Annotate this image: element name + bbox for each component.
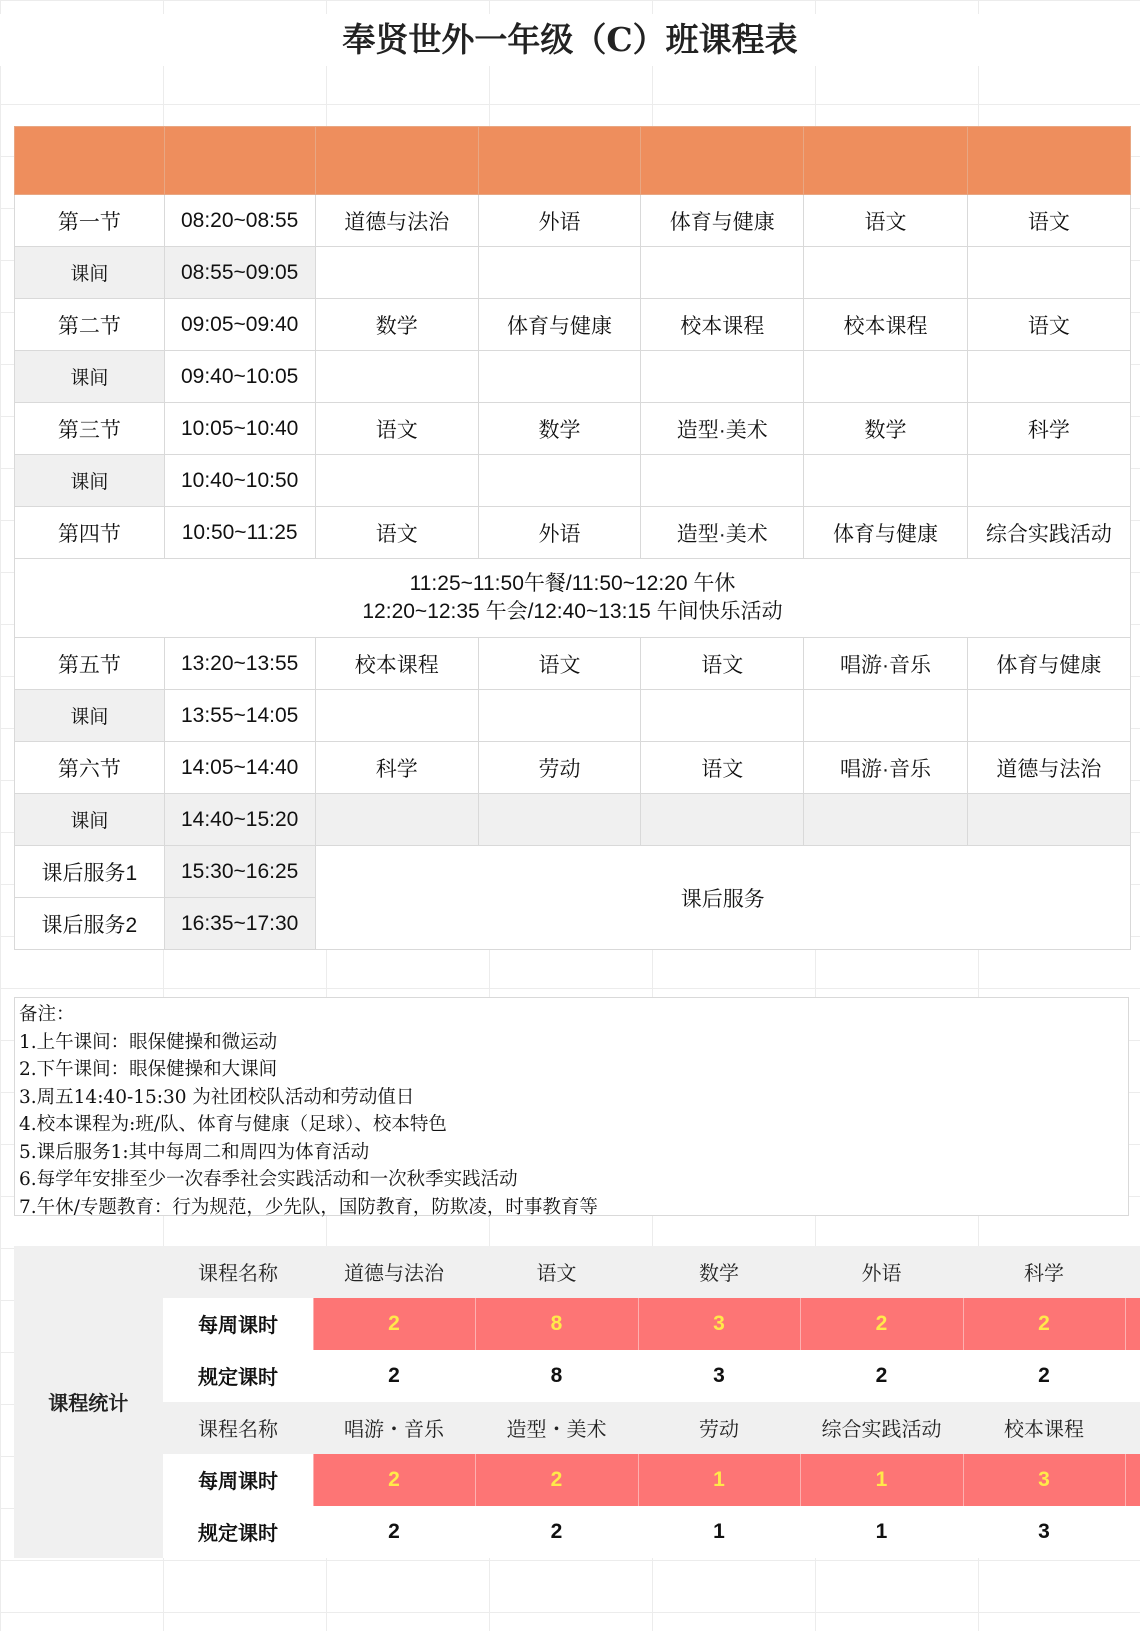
break-label: 课间 [15, 455, 165, 507]
schedule-table [14, 126, 1131, 950]
subject-cell: 道德与法治 [315, 195, 478, 247]
course-name: 语文 [475, 1246, 638, 1298]
period-row [15, 299, 1131, 351]
note-item: 5.课后服务1:其中每周二和周四为体育活动 [19, 1141, 370, 1163]
header-cell [967, 127, 1130, 195]
break-label: 课间 [15, 351, 165, 403]
break-time: 14:40~15:20 [164, 794, 315, 846]
break-time: 08:55~09:05 [164, 247, 315, 299]
break-time: 10:40~10:50 [164, 455, 315, 507]
required-hours: 1 [638, 1506, 800, 1558]
header-cell [164, 127, 315, 195]
period-label: 第五节 [15, 638, 165, 690]
break-label: 课间 [15, 794, 165, 846]
break-row [15, 794, 1131, 846]
course-name: 劳动 [638, 1402, 800, 1454]
course-name-label: 课程名称 [163, 1246, 313, 1298]
period-time: 10:05~10:40 [164, 403, 315, 455]
course-name: 造型・美术 [475, 1402, 638, 1454]
page-title: 奉贤世外一年级（C）班课程表 [0, 14, 1140, 66]
subject-cell: 科学 [967, 403, 1130, 455]
stats-weekly-row [14, 1454, 1140, 1506]
weekly-hours: 2 [475, 1454, 638, 1506]
subject-cell: 唱游·音乐 [804, 742, 967, 794]
course-name: 综合实践活动 [800, 1402, 963, 1454]
subject-cell: 外语 [478, 195, 640, 247]
course-name: 外语 [800, 1246, 963, 1298]
lunch-row [15, 559, 1131, 638]
subject-cell: 校本课程 [804, 299, 967, 351]
required-hours: 2 [963, 1350, 1125, 1402]
subject-cell: 数学 [478, 403, 640, 455]
stats-title: 课程统计 [14, 1246, 163, 1558]
break-label: 课间 [15, 690, 165, 742]
subject-cell: 语文 [315, 403, 478, 455]
required-hours: 8 [475, 1350, 638, 1402]
after-school-row [15, 846, 1131, 898]
subject-cell: 综合实践活动 [967, 507, 1130, 559]
note-item: 2.下午课间：眼保健操和大课间 [19, 1059, 278, 1080]
break-row [15, 455, 1131, 507]
course-name: 唱游・音乐 [313, 1402, 475, 1454]
period-time: 14:05~14:40 [164, 742, 315, 794]
subject-cell: 语文 [641, 742, 804, 794]
period-row [15, 638, 1131, 690]
subject-cell: 造型·美术 [641, 403, 804, 455]
stats-required-row [14, 1506, 1140, 1558]
period-label: 第四节 [15, 507, 165, 559]
period-time: 10:50~11:25 [164, 507, 315, 559]
lunch-cell [15, 559, 1131, 638]
subject-cell: 唱游·音乐 [804, 638, 967, 690]
required-hours: 2 [800, 1350, 963, 1402]
subject-cell: 语文 [967, 195, 1130, 247]
period-row [15, 742, 1131, 794]
break-time: 13:55~14:05 [164, 690, 315, 742]
subject-cell: 校本课程 [641, 299, 804, 351]
required-hours-label: 规定课时 [163, 1350, 313, 1402]
period-row [15, 507, 1131, 559]
period-time: 09:05~09:40 [164, 299, 315, 351]
note-item: 7.午休/专题教育：行为规范，少先队，国防教育，防欺凌，时事教育等 [19, 1196, 598, 1218]
stats-weekly-row [14, 1298, 1140, 1350]
required-hours-label: 规定课时 [163, 1506, 313, 1558]
subject-cell: 科学 [315, 742, 478, 794]
lunch-line: 12:20~12:35 午会/12:40~13:15 午间快乐活动 [362, 600, 783, 623]
course-name: 道德与法治 [313, 1246, 475, 1298]
period-label: 第六节 [15, 742, 165, 794]
period-row [15, 195, 1131, 247]
period-time: 13:20~13:55 [164, 638, 315, 690]
subject-cell: 劳动 [478, 742, 640, 794]
break-row [15, 247, 1131, 299]
course-name: 数学 [638, 1246, 800, 1298]
period-label: 第三节 [15, 403, 165, 455]
weekly-hours: 8 [475, 1298, 638, 1350]
required-hours: 1 [800, 1506, 963, 1558]
header-cell [15, 127, 165, 195]
header-cell [641, 127, 804, 195]
notes-heading: 备注： [19, 1004, 75, 1025]
course-name: 科学 [963, 1246, 1125, 1298]
period-label: 第一节 [15, 195, 165, 247]
required-hours: 2 [475, 1506, 638, 1558]
weekly-hours-label: 每周课时 [163, 1454, 313, 1506]
after-school-label: 课后服务2 [15, 898, 165, 950]
subject-cell: 体育与健康 [804, 507, 967, 559]
weekly-hours: 3 [963, 1454, 1125, 1506]
schedule-header-row [15, 127, 1131, 195]
subject-cell: 体育与健康 [641, 195, 804, 247]
period-time: 08:20~08:55 [164, 195, 315, 247]
stats-table [14, 1245, 1140, 1558]
note-item: 3.周五14:40-15:30 为社团校队活动和劳动值日 [19, 1086, 415, 1108]
subject-cell: 语文 [804, 195, 967, 247]
period-label: 第二节 [15, 299, 165, 351]
subject-cell: 语文 [315, 507, 478, 559]
subject-cell: 语文 [967, 299, 1130, 351]
after-school-time: 16:35~17:30 [164, 898, 315, 950]
break-row [15, 690, 1131, 742]
lunch-line: 11:25~11:50午餐/11:50~12:20 午休 [409, 572, 736, 595]
after-school-content: 课后服务 [315, 846, 1130, 950]
subject-cell: 语文 [641, 638, 804, 690]
after-school-label: 课后服务1 [15, 846, 165, 898]
subject-cell: 体育与健康 [967, 638, 1130, 690]
period-row [15, 403, 1131, 455]
break-time: 09:40~10:05 [164, 351, 315, 403]
break-row [15, 351, 1131, 403]
weekly-hours: 1 [638, 1454, 800, 1506]
notes-box [14, 997, 1129, 1216]
subject-cell: 数学 [315, 299, 478, 351]
weekly-hours-label: 每周课时 [163, 1298, 313, 1350]
header-cell [804, 127, 967, 195]
subject-cell: 外语 [478, 507, 640, 559]
note-item: 4.校本课程为:班/队、体育与健康（足球）、校本特色 [19, 1114, 447, 1135]
header-cell [478, 127, 640, 195]
weekly-hours: 3 [638, 1298, 800, 1350]
header-cell [315, 127, 478, 195]
subject-cell: 语文 [478, 638, 640, 690]
subject-cell: 数学 [804, 403, 967, 455]
weekly-hours: 2 [800, 1298, 963, 1350]
course-name: 校本课程 [963, 1402, 1125, 1454]
stats-names-row [14, 1402, 1140, 1454]
weekly-hours: 2 [963, 1298, 1125, 1350]
stats-names-row [14, 1246, 1140, 1298]
after-school-time: 15:30~16:25 [164, 846, 315, 898]
subject-cell: 校本课程 [315, 638, 478, 690]
weekly-hours: 1 [800, 1454, 963, 1506]
subject-cell: 体育与健康 [478, 299, 640, 351]
stats-required-row [14, 1350, 1140, 1402]
required-hours: 3 [638, 1350, 800, 1402]
note-item: 1.上午课间：眼保健操和微运动 [19, 1031, 278, 1053]
note-item: 6.每学年安排至少一次春季社会实践活动和一次秋季实践活动 [19, 1169, 518, 1190]
required-hours: 2 [313, 1350, 475, 1402]
course-name-label: 课程名称 [163, 1402, 313, 1454]
weekly-hours: 2 [313, 1454, 475, 1506]
required-hours: 2 [313, 1506, 475, 1558]
subject-cell: 道德与法治 [967, 742, 1130, 794]
break-label: 课间 [15, 247, 165, 299]
required-hours: 3 [963, 1506, 1125, 1558]
weekly-hours: 2 [313, 1298, 475, 1350]
subject-cell: 造型·美术 [641, 507, 804, 559]
